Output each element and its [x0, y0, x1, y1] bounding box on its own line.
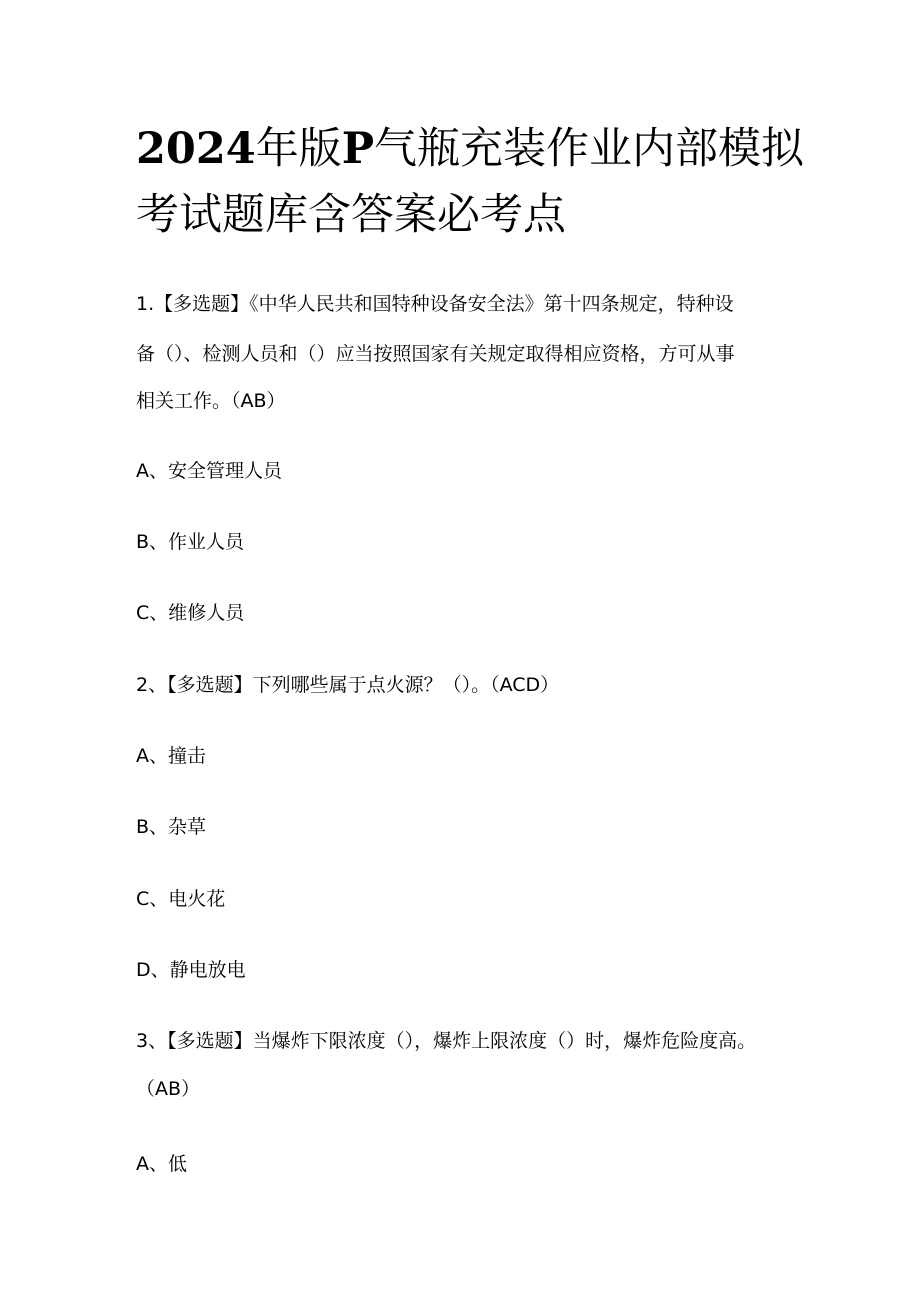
title-subject: 气瓶充装作业内部模拟: [374, 124, 805, 174]
title-year: 2024: [136, 124, 256, 174]
document-title-line-1: [136, 124, 804, 174]
question-3-option-a: A、低: [136, 1153, 187, 1175]
question-2-option-a: A、撞击: [136, 745, 206, 767]
question-2-option-d: D、静电放电: [136, 959, 246, 981]
document-title-line-2: 考试题库含答案必考点: [136, 190, 566, 240]
question-3-line-2: （AB）: [136, 1078, 201, 1100]
question-1-option-c: C、维修人员: [136, 602, 245, 624]
title-letter: P: [341, 124, 375, 174]
question-2-line-1: 2、【多选题】下列哪些属于点火源？（）。（ACD）: [136, 674, 560, 696]
question-2-option-b: B、杂草: [136, 816, 207, 838]
question-1-line-3: 相关工作。（AB）: [136, 390, 286, 412]
question-1-option-b: B、作业人员: [136, 531, 245, 553]
question-1-line-1: 1.【多选题】《中华人民共和国特种设备安全法》第十四条规定，特种设: [136, 293, 734, 315]
question-3-line-1: 3、【多选题】当爆炸下限浓度（），爆炸上限浓度（）时，爆炸危险度高。: [136, 1030, 757, 1052]
question-1-line-2: 备（）、检测人员和（）应当按照国家有关规定取得相应资格，方可从事: [136, 343, 735, 365]
question-2-option-c: C、电火花: [136, 888, 226, 910]
title-edition: 年版: [255, 124, 342, 174]
question-1-option-a: A、安全管理人员: [136, 460, 282, 482]
